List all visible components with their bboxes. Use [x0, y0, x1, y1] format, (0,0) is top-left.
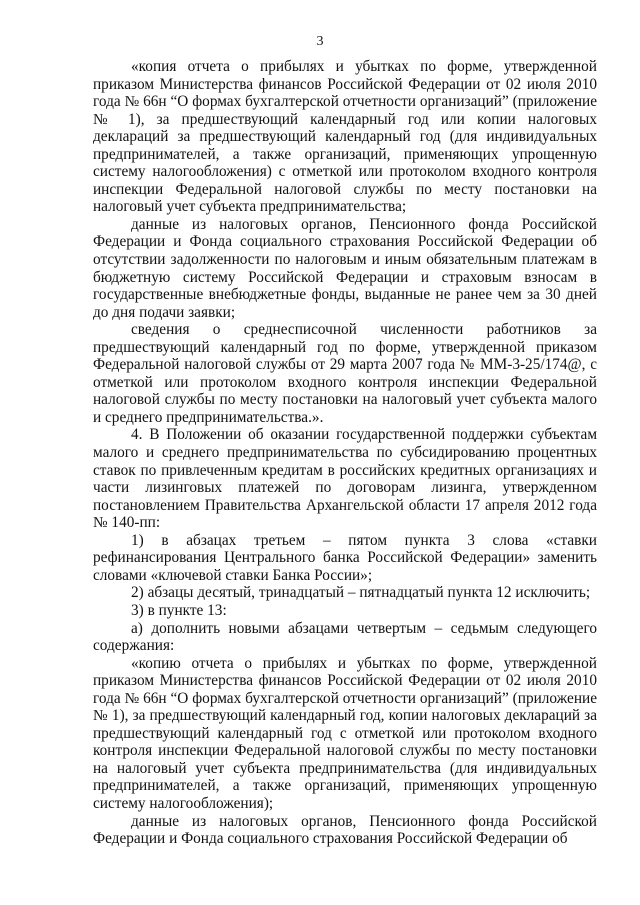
- paragraph-subitem-2: 2) абзацы десятый, тринадцатый – пятнадцатый пункта 12 исключить;: [131, 584, 591, 602]
- paragraph-headcount-info: сведения о среднесписочной численности работников за предшествующий календарный год по форме, утвержденной приказом Федеральной налоговой службы от 29 марта 2007 года № ММ-3-25/174@, с отметкой или протоколом входного контроля инспекции Федеральной налоговой службы по месту постановки на налоговый учет субъекта малого и среднего предпринимательства.».: [93, 321, 597, 426]
- paragraph-tax-authorities-data-2: данные из налоговых органов, Пенсионного фонда Российской Федерации и Фонда социального страхования Российской Федерации об: [93, 812, 597, 848]
- document-body: [93, 58, 597, 848]
- paragraph-subitem-1: 1) в абзацах третьем – пятом пункта 3 слова «ставки рефинансирования Центрального банка Российской Федерации» заменить словами «ключевой ставки Банка России»;: [93, 531, 597, 584]
- paragraph-profit-loss-report: «копия отчета о прибылях и убытках по форме, утвержденной приказом Министерства финансов Российской Федерации от 02 июля 2010 года № 66н “О формах бухгалтерской отчетности организаций” (приложение № 1), за предшествующий календарный год или копии налоговых деклараций за предшествующий календарный год (для индивидуальных предпринимателей, а также организаций, применяющих упрощенную систему налогообложения) с отметкой или протоколом входного контроля инспекции Федеральной налоговой службы по месту постановки на налоговый учет субъекта предпринимательства;: [93, 58, 597, 216]
- paragraph-quoted-profit-loss-copy: «копию отчета о прибылях и убытках по форме, утвержденной приказом Министерства финансов Российской Федерации от 02 июля 2010 года № 66н “О формах бухгалтерской отчетности организаций” (приложение № 1), за предшествующий календарный год, копии налоговых деклараций за предшествующий календарный год с отметкой или протоколом входного контроля инспекции Федеральной налоговой службы по месту постановки на налоговый учет субъекта предпринимательства (для индивидуальных предпринимателей, а также организаций, применяющих упрощенную систему налогообложения);: [93, 654, 597, 812]
- paragraph-subitem-a: а) дополнить новыми абзацами четвертым – седьмым следующего содержания:: [93, 619, 597, 655]
- paragraph-item-4: 4. В Положении об оказании государственной поддержки субъектам малого и среднего предпринимательства по субсидированию процентных ставок по привлеченным кредитам в российских кредитных организациях и части лизинговых платежей по договорам лизинга, утвержденном постановлением Правительства Архангельской области 17 апреля 2012 года № 140-пп:: [93, 426, 597, 532]
- paragraph-subitem-3: 3) в пункте 13:: [131, 601, 227, 619]
- page-number: 3: [316, 34, 324, 49]
- paragraph-tax-authorities-data: данные из налоговых органов, Пенсионного фонда Российской Федерации и Фонда социального страхования Российской Федерации об отсутствии задолженности по налоговым и иным обязательным платежам в бюджетную систему Российской Федерации и страховым взносам в государственные внебюджетные фонды, выданные не ранее чем за 30 дней до дня подачи заявки;: [93, 215, 597, 321]
